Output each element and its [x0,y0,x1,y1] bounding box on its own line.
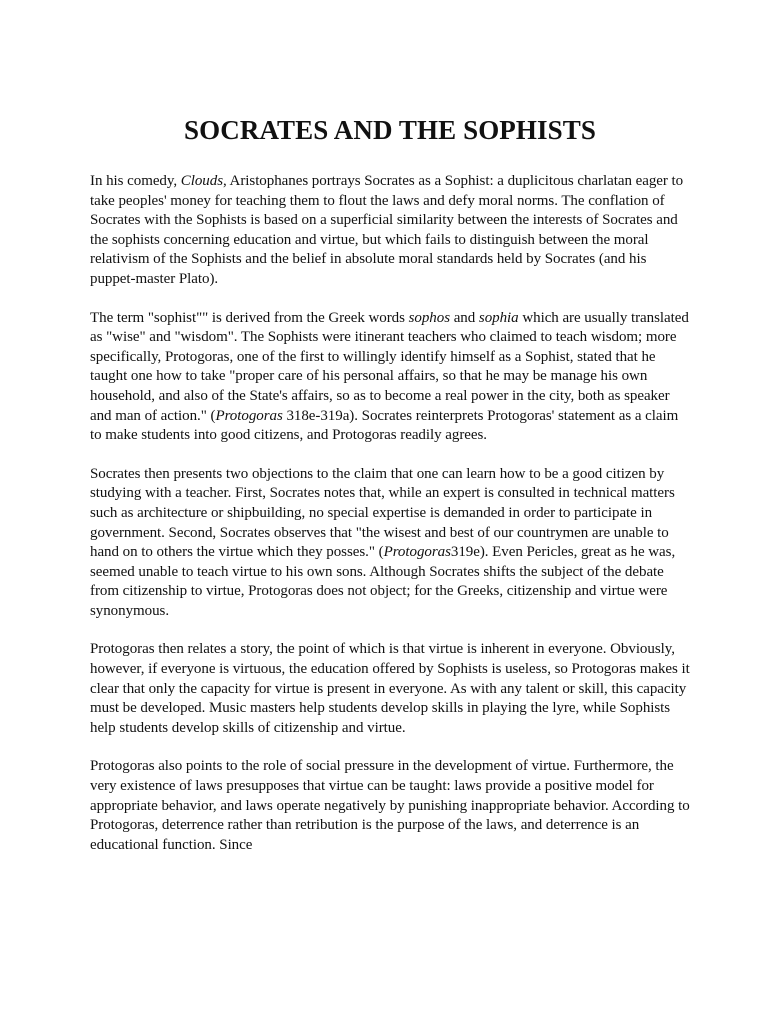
work-title-protogoras: Protogoras [215,407,283,424]
paragraph-2-text-c: and [450,309,479,326]
paragraph-4: Protogoras then relates a story, the point of which is that virtue is inherent in everyone. Obviously, however, if everyone is virtuous, the education offered by Sophists is useless, so Protogoras makes it clear that only the capacity for virtue is present in everyone. As with any talent or skill, this capacity must be developed. Music masters help students develop skills in playing the lyre, while Sophists help students develop skills of citizenship and virtue. [90,641,690,736]
paragraph-3 [90,465,690,622]
paragraph-2-text-e: which are usually translated as "wise" and "wisdom". The Sophists were itinerant teachers who claimed to teach wisdom; more specifically, Protogoras, one of the first to willingly identify himself as a Sophist, stated that he taught one how to take "proper care of his personal affairs, so that he may be manage his own household, and also of the State's affairs, so as to become a real power in the city, both as speaker and man of action." ( [90,309,689,424]
paragraph-2-text-g: 318e-319a). Socrates reinterprets Protogoras' statement as a claim to make students into good citizens, and Protogoras readily agrees. [90,407,679,444]
paragraph-3-text-c: 319e). Even Pericles, great as he was, seemed unable to teach virtue to his own sons. Although Socrates shifts the subject of the debate from citizenship to virtue, Protogoras does not object; for the Greeks, citizenship and virtue were synonymous. [90,544,676,619]
paragraph-2-text-a: The term "sophist"" is derived from the Greek words [90,309,409,326]
paragraph-1-text-c: , Aristophanes portrays Socrates as a Sophist: a duplicitous charlatan eager to take peoples' money for teaching them to flout the laws and defy moral norms. The conflation of Socrates with the Sophists is based on a superficial similarity between the interests of Socrates and the sophists concerning education and virtue, but which fails to distinguish between the moral relativism of the Sophists and the belief in absolute moral standards held by Socrates (and his puppet-master Plato). [90,173,684,287]
paragraph-5: Protogoras also points to the role of social pressure in the development of virtue. Furthermore, the very existence of laws presupposes that virtue can be taught: laws provide a positive model for appropriate behavior, and laws operate negatively by punishing inappropriate behavior. According to Protogoras, deterrence rather than retribution is the purpose of the laws, and deterrence is an educational function. Since [90,758,690,853]
paragraph-3-text-a: Socrates then presents two objections to the claim that one can learn how to be a good citizen by studying with a teacher. First, Socrates notes that, while an expert is consulted in technical matters such as architecture or shipbuilding, no special expertise is demanded in order to participate in government. Second, Socrates observes that "the wisest and best of our countrymen are unable to hand on to others the virtue which they posses." ( [90,465,675,561]
work-title-clouds: Clouds [180,173,223,189]
greek-word-sophos: sophos [408,309,450,326]
document-page [90,112,690,874]
greek-word-sophia: sophia [478,309,519,326]
document-title: SOCRATES AND THE SOPHISTS [184,115,596,145]
paragraph-1 [90,172,690,290]
work-title-protogoras: Protogoras [383,544,451,561]
paragraph-2 [90,309,690,446]
paragraph-1-text-a: In his comedy, [90,173,181,189]
